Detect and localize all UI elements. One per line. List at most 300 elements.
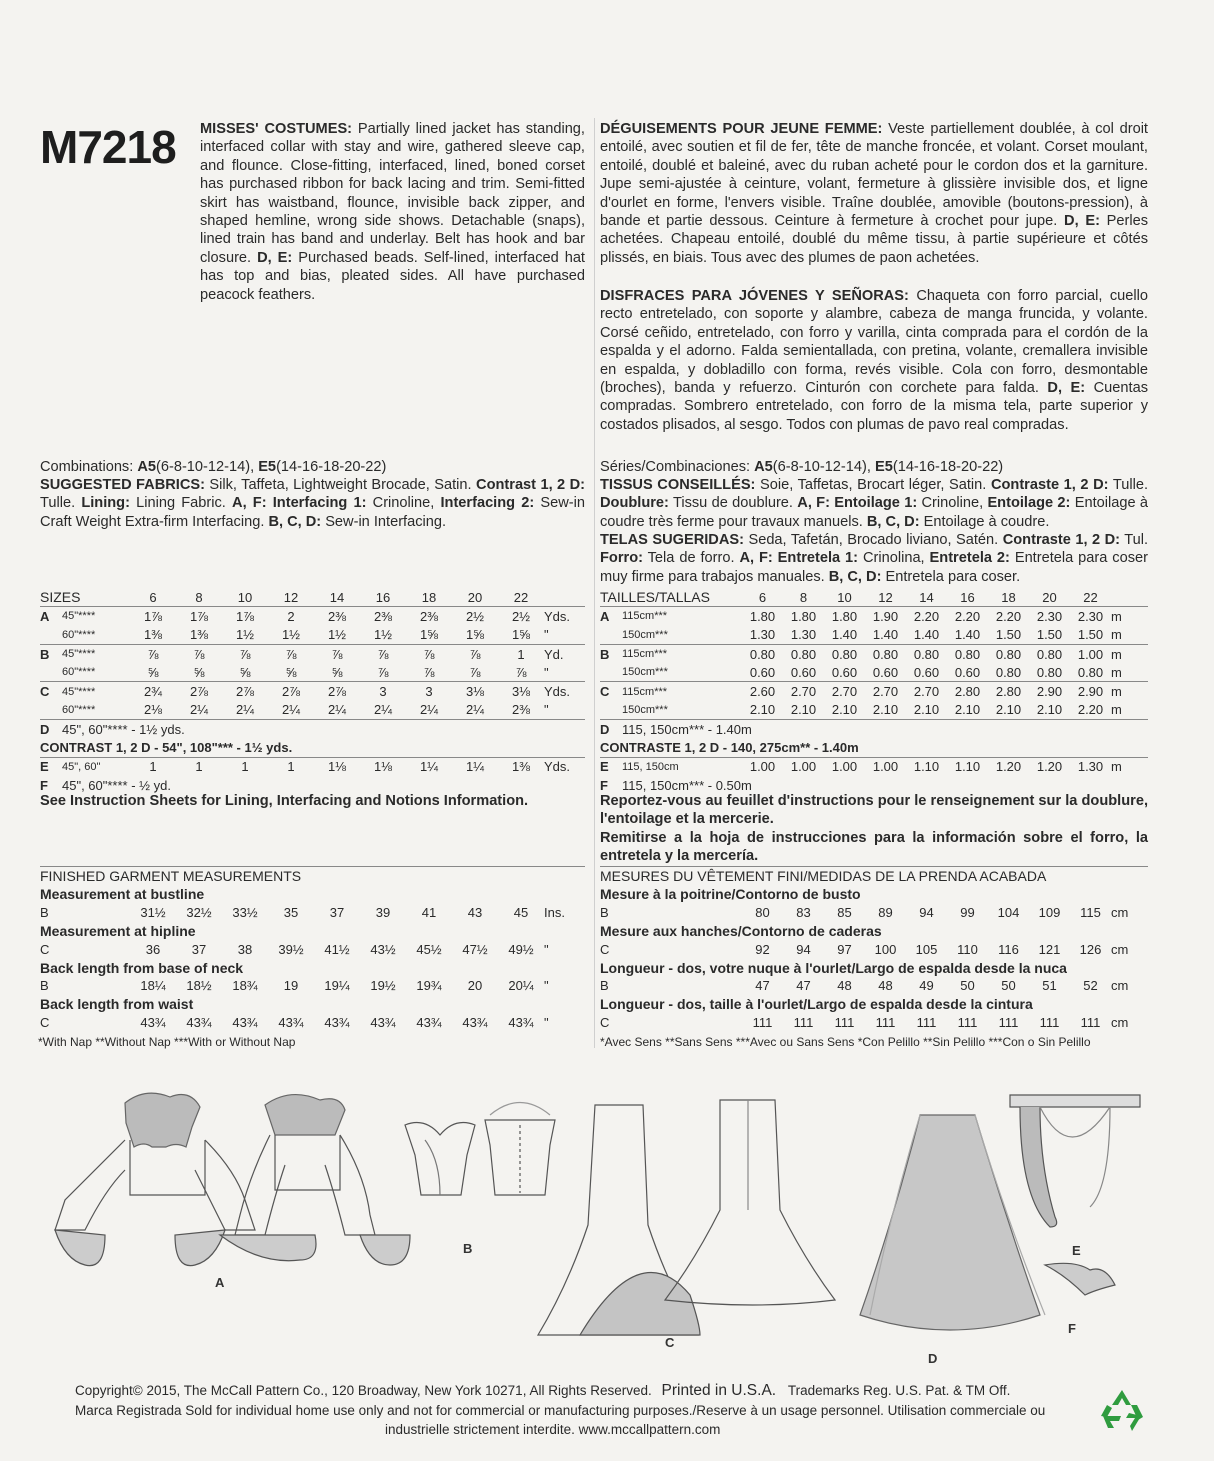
yardage-value: ⅝ bbox=[331, 664, 343, 680]
measurement-value: 51 bbox=[1042, 978, 1057, 994]
measurement-value: 49 bbox=[919, 978, 934, 994]
view-letter bbox=[40, 626, 62, 645]
d-yardage-text: 115, 150cm*** - 1.40m bbox=[622, 720, 1148, 739]
yardage-value: 2.70 bbox=[783, 682, 824, 701]
fabric-label: Forro: bbox=[600, 550, 643, 567]
unit: Yd. bbox=[544, 644, 585, 663]
fabric-label: SUGGESTED FABRICS: bbox=[40, 477, 205, 493]
yardage-value: ⅞ bbox=[360, 644, 406, 663]
yardage-value: 1.00 bbox=[824, 757, 865, 776]
size-header: 18 bbox=[1001, 589, 1016, 605]
measurements-table-en bbox=[40, 866, 585, 1032]
fabric-width: 150cm*** bbox=[622, 703, 668, 716]
yardage-value: 0.60 bbox=[954, 664, 981, 680]
fabric-width: 115, 150cm bbox=[622, 757, 742, 776]
measurement-value: 35 bbox=[283, 905, 299, 921]
yardage-value: 2¼ bbox=[465, 702, 485, 718]
measurement-values-row bbox=[40, 940, 585, 958]
measurement-value: 89 bbox=[878, 905, 893, 921]
yardage-value: 2⅜ bbox=[314, 607, 360, 626]
yardage-value: 1⅝ bbox=[511, 627, 531, 643]
yardage-value: 1½ bbox=[373, 627, 393, 643]
fabric-width: 60"**** bbox=[62, 666, 96, 679]
measurement-values-row bbox=[600, 940, 1148, 958]
measurement-value: 80 bbox=[755, 905, 770, 921]
fabric-text: Tulle. bbox=[1108, 477, 1149, 493]
yardage-row bbox=[40, 607, 585, 626]
fabric-label: A, F: Entretela 1: bbox=[739, 550, 859, 567]
unit: Yds. bbox=[544, 682, 585, 701]
measurement-label-row bbox=[600, 885, 1148, 903]
yardage-value: 2.80 bbox=[988, 682, 1029, 701]
fabric-text: Silk, Taffeta, Lightweight Brocade, Satin. bbox=[204, 477, 477, 493]
unit: " bbox=[544, 1015, 549, 1031]
unit: m bbox=[1111, 682, 1148, 701]
measurement-value: 41½ bbox=[324, 941, 350, 957]
unit: m bbox=[1111, 702, 1122, 718]
see-instructions-es: Remitirse a la hoja de instrucciones para la información sobre el forro, la entretela y la mercería. bbox=[600, 830, 1148, 865]
measurement-value: 111 bbox=[793, 1015, 814, 1031]
measurement-label-row bbox=[40, 922, 585, 940]
combination-a5: A5 bbox=[754, 459, 773, 475]
measurement-value: 45 bbox=[513, 905, 529, 921]
yardage-value: 1⅝ bbox=[419, 627, 439, 643]
unit: cm bbox=[1111, 941, 1129, 957]
yardage-value: 1.40 bbox=[954, 627, 981, 643]
unit: cm bbox=[1111, 978, 1129, 994]
yardage-value: 1.00 bbox=[742, 757, 783, 776]
measurement-value: 31½ bbox=[140, 905, 166, 921]
contrast-row bbox=[40, 738, 585, 757]
nap-footnote-fr: *Avec Sens **Sans Sens ***Avec ou Sans Sens *Con Pelillo **Sin Pelillo ***Con o Sin Pelillo bbox=[600, 1035, 1091, 1049]
see-instructions-fr: Reportez-vous au feuillet d'instructions pour le renseignement sur la doublure, l'entoilage et la mercerie. bbox=[600, 793, 1148, 828]
unit: m bbox=[1111, 644, 1148, 663]
yardage-value: 1.80 bbox=[783, 607, 824, 626]
yardage-value: 1⅜ bbox=[143, 627, 163, 643]
description-en-de-label: D, E: bbox=[257, 249, 293, 266]
measurement-values-row bbox=[600, 977, 1148, 995]
measurement-values-row bbox=[40, 977, 585, 995]
combination-e5: E5 bbox=[874, 459, 893, 475]
measurement-value: 48 bbox=[837, 978, 852, 994]
measurement-value: 52 bbox=[1083, 978, 1098, 994]
view-e-label: E bbox=[1072, 1243, 1081, 1258]
yardage-table-en bbox=[40, 588, 585, 794]
view-a-jacket-back-drawing bbox=[220, 1095, 410, 1265]
yardage-value: 1¼ bbox=[452, 757, 498, 776]
sizes-header-label: SIZES bbox=[40, 589, 81, 606]
size-header: 12 bbox=[878, 589, 893, 605]
unit: " bbox=[544, 978, 549, 994]
measurement-value: 111 bbox=[1080, 1015, 1101, 1031]
yardage-value: 2.70 bbox=[865, 682, 906, 701]
measurement-label-row bbox=[600, 958, 1148, 976]
description-fr-text2: Perles achetées. Chapeau entoilé, doublé du même tissu, à partie supérieure et côtés plissés, en biais. Tous avec des plumes de paon achetées. bbox=[600, 213, 1149, 266]
view-letter: C bbox=[40, 1015, 50, 1031]
fabric-label: Doublure: bbox=[600, 495, 669, 512]
fabric-text: Crinoline, bbox=[917, 495, 988, 512]
yardage-value: 1.00 bbox=[1070, 644, 1111, 663]
yardage-value: 1⅞ bbox=[176, 607, 222, 626]
combination-a5-sizes: (6-8-10-12-14), bbox=[772, 459, 875, 475]
unit-header bbox=[544, 588, 585, 607]
yardage-value: 1⅝ bbox=[465, 627, 485, 643]
fabric-width: 115cm*** bbox=[622, 682, 742, 701]
yardage-value: 1.20 bbox=[1029, 757, 1070, 776]
measurement-value: 111 bbox=[752, 1015, 773, 1031]
yardage-value: 0.60 bbox=[749, 664, 776, 680]
yardage-value: 1.50 bbox=[995, 627, 1022, 643]
unit: Ins. bbox=[544, 905, 565, 921]
measurement-value: 48 bbox=[878, 978, 893, 994]
measurement-value: 37 bbox=[329, 905, 345, 921]
yardage-value: 2⅞ bbox=[222, 682, 268, 701]
unit: cm bbox=[1111, 1015, 1129, 1031]
fabric-label: TELAS SUGERIDAS: bbox=[600, 532, 744, 548]
yardage-value: 1 bbox=[176, 757, 222, 776]
measurements-table-fr bbox=[600, 866, 1148, 1032]
view-letter: B bbox=[40, 905, 49, 921]
measurement-value: 47 bbox=[796, 978, 811, 994]
fabric-text: Tela de forro. bbox=[642, 550, 740, 567]
yardage-value: 1.00 bbox=[783, 757, 824, 776]
yardage-value: 0.80 bbox=[947, 644, 988, 663]
measurement-value: 39 bbox=[375, 905, 391, 921]
f-yardage-text: 45", 60"**** - ½ yd. bbox=[62, 777, 171, 793]
measurements-title: FINISHED GARMENT MEASUREMENTS bbox=[40, 867, 585, 886]
yardage-value: 1.50 bbox=[1036, 627, 1063, 643]
measurement-label: Measurement at bustline bbox=[40, 886, 205, 903]
yardage-value: ⅞ bbox=[176, 644, 222, 663]
measurement-label-row bbox=[40, 995, 585, 1013]
view-letter: F bbox=[600, 777, 608, 793]
measurement-value: 111 bbox=[1039, 1015, 1060, 1031]
measurement-value: 43¾ bbox=[186, 1015, 212, 1031]
measurement-value: 20 bbox=[467, 978, 483, 994]
view-c-skirt-front-drawing bbox=[538, 1105, 700, 1335]
measurement-values-row bbox=[600, 904, 1148, 922]
yardage-value: 2.70 bbox=[906, 682, 947, 701]
measurement-value: 18½ bbox=[186, 978, 212, 994]
yardage-row bbox=[40, 663, 585, 682]
description-es-de-label: D, E: bbox=[1047, 380, 1086, 397]
unit-header bbox=[1111, 588, 1148, 607]
description-en-text2: Purchased beads. Self-lined, interfaced hat has top and bias, pleated sides. All have purchased peacock feathers. bbox=[200, 249, 585, 303]
yardage-value: 0.80 bbox=[1077, 664, 1104, 680]
yardage-value: ⅝ bbox=[285, 664, 297, 680]
fabric-label: Contraste 1, 2 D: bbox=[990, 477, 1109, 493]
f-yardage-text: 115, 150cm*** - 0.50m bbox=[622, 777, 752, 793]
yardage-row bbox=[40, 701, 585, 720]
measurement-value: 49½ bbox=[508, 941, 534, 957]
yardage-value: 2.70 bbox=[824, 682, 865, 701]
measurement-value: 43½ bbox=[370, 941, 396, 957]
view-letter: B bbox=[600, 905, 609, 921]
unit: m bbox=[1111, 627, 1122, 643]
measurement-value: 97 bbox=[837, 941, 852, 957]
yardage-value: 2⅞ bbox=[268, 682, 314, 701]
yardage-value: 1.30 bbox=[749, 627, 776, 643]
measurement-value: 121 bbox=[1038, 941, 1061, 957]
view-c-skirt-back-drawing bbox=[665, 1100, 835, 1305]
yardage-value: 2.10 bbox=[790, 702, 817, 718]
measurements-title-row bbox=[600, 867, 1148, 886]
fabric-width: 60"**** bbox=[62, 628, 96, 641]
size-header: 8 bbox=[799, 589, 808, 605]
measurement-value: 43 bbox=[467, 905, 483, 921]
view-letter: B bbox=[40, 644, 62, 663]
measurement-value: 19¼ bbox=[324, 978, 350, 994]
measurement-value: 50 bbox=[960, 978, 975, 994]
size-header: 8 bbox=[195, 589, 203, 605]
measurement-value: 100 bbox=[874, 941, 897, 957]
size-header: 16 bbox=[960, 589, 975, 605]
measurement-value: 105 bbox=[915, 941, 938, 957]
description-es-title: DISFRACES PARA JÓVENES Y SEÑORAS: bbox=[600, 288, 909, 304]
d-yardage-text: 45", 60"**** - 1½ yds. bbox=[62, 720, 585, 739]
fabric-width: 150cm*** bbox=[622, 666, 668, 679]
measurement-value: 43¾ bbox=[462, 1015, 488, 1031]
measurement-value: 111 bbox=[834, 1015, 855, 1031]
unit: " bbox=[544, 941, 549, 957]
yardage-value: 2⅜ bbox=[406, 607, 452, 626]
measurement-value: 19 bbox=[283, 978, 299, 994]
view-letter bbox=[600, 626, 622, 645]
yardage-value: ⅞ bbox=[452, 644, 498, 663]
measurement-value: 36 bbox=[145, 941, 161, 957]
fabric-label: Entretela 2: bbox=[929, 550, 1010, 567]
fabric-label: A, F: Interfacing 1: bbox=[232, 495, 367, 512]
measurement-value: 94 bbox=[919, 905, 934, 921]
yardage-value: 1.90 bbox=[865, 607, 906, 626]
measurement-value: 116 bbox=[998, 941, 1019, 957]
description-es-text: Chaqueta con forro parcial, cuello recto entretelado, con soporte y alambre, cabeza de manga fruncida, y volante. Corsé ceñido, entretelado, con forro y varilla, cinta comprada para el cordón de la espalda y el adorno. Falda semientallada, con pretina, volante, cremallera invisible en espalda, y dobladillo con forma, revés visible. Cola con forro, desmontable (broches), banda y refuerzo. Cinturón con corchete para falda. bbox=[600, 288, 1148, 397]
measurement-value: 111 bbox=[875, 1015, 896, 1031]
description-fr bbox=[600, 120, 1148, 267]
view-letter: E bbox=[600, 757, 622, 776]
yardage-value: 0.80 bbox=[865, 644, 906, 663]
yardage-value: ⅞ bbox=[268, 644, 314, 663]
yardage-value: 1 bbox=[222, 757, 268, 776]
yardage-value: 2.10 bbox=[954, 702, 981, 718]
view-letter: B bbox=[40, 978, 49, 994]
fabric-text: Soie, Taffetas, Brocart léger, Satin. bbox=[755, 477, 991, 493]
view-letter: B bbox=[600, 978, 609, 994]
yardage-row bbox=[40, 644, 585, 663]
measurement-value: 32½ bbox=[186, 905, 212, 921]
yardage-value: ⅝ bbox=[193, 664, 205, 680]
combination-e5-sizes: (14-16-18-20-22) bbox=[892, 459, 1004, 475]
yardage-row bbox=[600, 626, 1148, 645]
measurement-value: 111 bbox=[957, 1015, 978, 1031]
contrast-yardage-text: CONTRAST 1, 2 D - 54", 108"*** - 1½ yds. bbox=[40, 740, 293, 756]
yardage-value: 1 bbox=[268, 757, 314, 776]
yardage-value: 2.30 bbox=[1070, 607, 1111, 626]
view-letter: C bbox=[40, 941, 50, 957]
measurement-values-row bbox=[600, 1013, 1148, 1031]
fabric-text: Lining Fabric. bbox=[129, 495, 233, 512]
fabric-text: Tulle. bbox=[40, 495, 82, 512]
yardage-value: 1.30 bbox=[1070, 757, 1111, 776]
view-b-corset-drawing bbox=[405, 1103, 555, 1196]
yardage-value: 0.80 bbox=[1029, 644, 1070, 663]
yardage-value: 0.80 bbox=[906, 644, 947, 663]
fabric-label: B, C, D: bbox=[866, 513, 920, 530]
yardage-value: 1½ bbox=[281, 627, 301, 643]
fabric-width: 45"**** bbox=[62, 682, 130, 701]
yardage-value: 1⅞ bbox=[130, 607, 176, 626]
measurement-value: 111 bbox=[998, 1015, 1019, 1031]
yardage-value: 2.20 bbox=[947, 607, 988, 626]
yardage-value: ⅞ bbox=[130, 644, 176, 663]
measurement-value: 110 bbox=[957, 941, 978, 957]
yardage-row bbox=[600, 644, 1148, 663]
description-es bbox=[600, 287, 1148, 434]
measurement-label: Longueur - dos, votre nuque à l'ourlet/Largo de espalda desde la nuca bbox=[600, 959, 1067, 976]
yardage-value: 2.30 bbox=[1029, 607, 1070, 626]
fabric-text: Seda, Tafetán, Brocado liviano, Satén. bbox=[743, 532, 1003, 548]
yardage-value: 2¼ bbox=[419, 702, 439, 718]
yardage-value: 0.80 bbox=[783, 644, 824, 663]
measurement-value: 19¾ bbox=[416, 978, 442, 994]
yardage-value: 0.80 bbox=[1036, 664, 1063, 680]
size-header: 20 bbox=[467, 589, 483, 605]
yardage-value: 2.10 bbox=[913, 702, 940, 718]
description-es-text2: Cuentas compradas. Sombrero entretelado, con forro de la misma tela, parte superior y costados plisados, al sesgo. Todos con plumas de pavo real compradas. bbox=[600, 380, 1148, 433]
yardage-value: 3⅛ bbox=[498, 682, 544, 701]
measurement-value: 45½ bbox=[416, 941, 442, 957]
yardage-value: 2¼ bbox=[189, 702, 209, 718]
measurement-value: 83 bbox=[796, 905, 811, 921]
view-a-label: A bbox=[215, 1275, 225, 1290]
view-letter bbox=[40, 701, 62, 720]
yardage-value: 0.80 bbox=[824, 644, 865, 663]
yardage-row bbox=[40, 682, 585, 701]
yardage-value: 1¼ bbox=[406, 757, 452, 776]
yardage-value: 2.20 bbox=[1077, 702, 1104, 718]
fabric-text: Entretela para coser muy firme para trabajos manuales. bbox=[600, 550, 1148, 585]
yardage-value: 1⅛ bbox=[314, 757, 360, 776]
measurement-value: 104 bbox=[997, 905, 1020, 921]
yardage-value: 2½ bbox=[498, 607, 544, 626]
size-header: 10 bbox=[837, 589, 852, 605]
nap-footnote-en: *With Nap **Without Nap ***With or Without Nap bbox=[38, 1035, 296, 1049]
yardage-value: 2.90 bbox=[1029, 682, 1070, 701]
yardage-d-row bbox=[40, 720, 585, 739]
yardage-value: 2.10 bbox=[872, 702, 899, 718]
yardage-row bbox=[600, 607, 1148, 626]
fabric-label: Lining: bbox=[81, 495, 130, 512]
yardage-value: ⅝ bbox=[239, 664, 251, 680]
yardage-value: 1.10 bbox=[947, 757, 988, 776]
usage-line-2: industrielle strictement interdite. www.mccallpattern.com bbox=[385, 1422, 721, 1437]
yardage-value: 2⅞ bbox=[176, 682, 222, 701]
yardage-value: 2⅞ bbox=[314, 682, 360, 701]
description-fr-title: DÉGUISEMENTS POUR JEUNE FEMME: bbox=[600, 121, 883, 137]
yardage-value: ⅞ bbox=[515, 664, 527, 680]
view-letter: D bbox=[600, 720, 622, 739]
description-en-text: Partially lined jacket has standing, interfaced collar with stay and wire, gathered sleeve cap, and flounce. Close-fitting, interfaced, lined, boned corset has purchased ribbon for back lacing and trim. Semi-fitted skirt has waistband, flounce, invisible back zipper, and shaped hemline, wrong side shows. Detachable (snaps), lined train has band and underlay. Belt has hook and bar closure. bbox=[200, 121, 585, 266]
contrast-row bbox=[600, 738, 1148, 757]
unit: " bbox=[544, 627, 549, 643]
yardage-value: 2 bbox=[268, 607, 314, 626]
measurement-value: 43¾ bbox=[232, 1015, 258, 1031]
fabric-width: 115cm*** bbox=[622, 607, 742, 626]
measurement-value: 39½ bbox=[278, 941, 304, 957]
yardage-value: ⅞ bbox=[406, 644, 452, 663]
view-letter: A bbox=[40, 607, 62, 626]
view-a-jacket-front-drawing bbox=[55, 1093, 255, 1265]
fabric-label: B, C, D: bbox=[268, 513, 322, 530]
yardage-value: 1.10 bbox=[906, 757, 947, 776]
yardage-value: 1.20 bbox=[988, 757, 1029, 776]
copyright-text: Copyright© 2015, The McCall Pattern Co., 120 Broadway, New York 10271, All Rights Reserved. bbox=[75, 1383, 652, 1398]
yardage-value: 1⅜ bbox=[498, 757, 544, 776]
view-letter: A bbox=[600, 607, 622, 626]
yardage-value: 2.20 bbox=[906, 607, 947, 626]
yardage-value: 2.20 bbox=[988, 607, 1029, 626]
yardage-value: 2¾ bbox=[130, 682, 176, 701]
view-letter: C bbox=[600, 682, 622, 701]
fabric-text: Sew-in Interfacing. bbox=[321, 513, 447, 530]
measurement-values-row bbox=[40, 904, 585, 922]
yardage-value: 1.80 bbox=[742, 607, 783, 626]
combinations-en bbox=[40, 458, 386, 476]
measurement-value: 43¾ bbox=[416, 1015, 442, 1031]
recycle-icon bbox=[1097, 1388, 1147, 1434]
fabric-text: Crinoline, bbox=[366, 495, 441, 512]
description-fr-de-label: D, E: bbox=[1064, 213, 1100, 230]
measurement-value: 37 bbox=[191, 941, 207, 957]
size-header: 12 bbox=[283, 589, 299, 605]
measurement-label: Longueur - dos, taille à l'ourlet/Largo de espalda desde la cintura bbox=[600, 996, 1033, 1013]
yardage-value: ⅝ bbox=[147, 664, 159, 680]
yardage-value: 2.10 bbox=[749, 702, 776, 718]
fabric-text: Entoilage à coudre. bbox=[919, 513, 1050, 530]
measurement-label: Measurement at hipline bbox=[40, 923, 196, 940]
yardage-value: 1.40 bbox=[831, 627, 858, 643]
yardage-value: ⅞ bbox=[314, 644, 360, 663]
yardage-value: 3 bbox=[406, 682, 452, 701]
yardage-value: 1⅞ bbox=[222, 607, 268, 626]
measurement-value: 43¾ bbox=[508, 1015, 534, 1031]
yardage-value: 1⅛ bbox=[360, 757, 406, 776]
view-b-label: B bbox=[463, 1241, 473, 1256]
yardage-e-row bbox=[40, 757, 585, 776]
description-en-title: MISSES' COSTUMES: bbox=[200, 121, 353, 137]
yardage-value: 0.80 bbox=[995, 664, 1022, 680]
combination-a5-sizes: (6-8-10-12-14), bbox=[156, 459, 259, 475]
yardage-value: 2¼ bbox=[373, 702, 393, 718]
unit: cm bbox=[1111, 905, 1129, 921]
yardage-d-row bbox=[600, 720, 1148, 739]
unit: Yds. bbox=[544, 757, 585, 776]
yardage-value: 2⅛ bbox=[143, 702, 163, 718]
yardage-value: 2¼ bbox=[235, 702, 255, 718]
yardage-value: 2⅜ bbox=[360, 607, 406, 626]
yardage-value: 1.00 bbox=[865, 757, 906, 776]
measurements-title: MESURES DU VÊTEMENT FINI/MEDIDAS DE LA PRENDA ACABADA bbox=[600, 867, 1148, 886]
description-fr-text: Veste partiellement doublée, à col droit entoilé, avec soutien et fil de fer, tête de manche froncée, et volant. Corset moulant, entoilé, doublé et baleiné, avec du ruban acheté pour le cordon dos et la garniture. Jupe semi-ajustée à ceinture, volant, fermeture à glissière invisible dos, et ligne d'ourlet en forme, l'envers visible. Traîne doublée, amovible (boutons-pression), à bande et partie dessous. Ceinture à fermeture à crochet pour jupe. bbox=[600, 121, 1148, 230]
yardage-value: 0.60 bbox=[872, 664, 899, 680]
suggested-fabrics-en bbox=[40, 476, 585, 531]
measurement-value: 94 bbox=[796, 941, 811, 957]
yardage-value: 3⅛ bbox=[452, 682, 498, 701]
measurements-title-row bbox=[40, 867, 585, 886]
measurement-label-row bbox=[40, 885, 585, 903]
yardage-value: 1 bbox=[130, 757, 176, 776]
measurement-label: Back length from base of neck bbox=[40, 959, 244, 976]
